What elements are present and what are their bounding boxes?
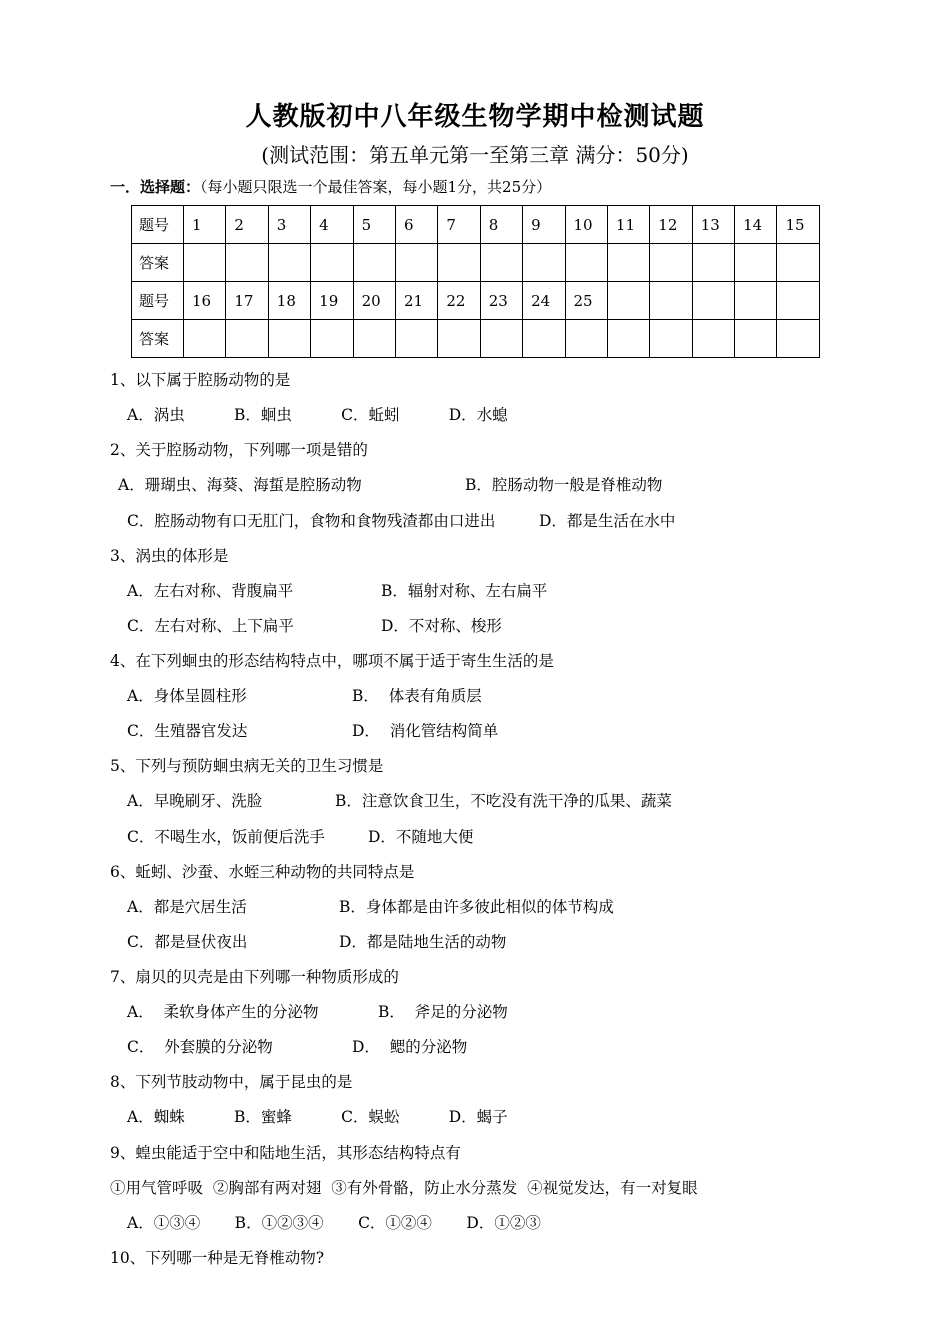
answer-cell[interactable] <box>565 320 607 358</box>
question-6: 6、蚯蚓、沙蚕、水蛭三种动物的共同特点是 <box>110 863 415 881</box>
question-9-options: A．①③④ B．①②③④ C．①②④ D．①②③ <box>127 1214 541 1232</box>
question-6-option-c: C．都是昼伏夜出 <box>127 933 248 951</box>
answer-cell[interactable] <box>438 244 480 282</box>
answer-cell[interactable] <box>480 244 522 282</box>
answer-cell[interactable] <box>395 320 437 358</box>
question-5-option-a: A．早晚刷牙、洗脸 <box>127 792 263 810</box>
answer-cell[interactable] <box>438 320 480 358</box>
number-cell: 21 <box>395 282 437 320</box>
question-2: 2、关于腔肠动物，下列哪一项是错的 <box>110 441 368 459</box>
number-cell: 12 <box>650 206 692 244</box>
question-5-option-b: B．注意饮食卫生，不吃没有洗干净的瓜果、蔬菜 <box>335 792 672 810</box>
page-subtitle: (测试范围：第五单元第一至第三章 满分：50分) <box>261 143 689 167</box>
page-title: 人教版初中八年级生物学期中检测试题 <box>245 102 705 132</box>
answer-cell[interactable] <box>523 320 565 358</box>
answer-cell[interactable] <box>184 244 226 282</box>
answer-cell[interactable] <box>353 320 395 358</box>
number-cell: 17 <box>226 282 268 320</box>
number-cell: 9 <box>523 206 565 244</box>
table-row <box>132 320 820 358</box>
answer-cell[interactable] <box>735 320 777 358</box>
number-cell: 14 <box>735 206 777 244</box>
question-3-option-c: C．左右对称、上下扁平 <box>127 617 294 635</box>
answer-cell[interactable] <box>692 320 734 358</box>
number-cell: 4 <box>311 206 353 244</box>
question-1-options: A．涡虫 B．蛔虫 C．蚯蚓 D．水螅 <box>127 406 508 424</box>
question-4: 4、在下列蛔虫的形态结构特点中，哪项不属于适于寄生生活的是 <box>110 652 554 670</box>
number-cell: 13 <box>692 206 734 244</box>
answer-cell[interactable] <box>777 320 820 358</box>
question-8-options: A．蜘蛛 B．蜜蜂 C．蜈蚣 D．蝎子 <box>127 1108 508 1126</box>
answer-cell[interactable] <box>692 244 734 282</box>
question-3-option-b: B．辐射对称、左右扁平 <box>381 582 548 600</box>
answer-cell[interactable] <box>777 244 820 282</box>
number-cell <box>607 282 649 320</box>
answer-cell[interactable] <box>311 320 353 358</box>
number-cell <box>735 282 777 320</box>
question-9-statements: ①用气管呼吸 ②胸部有两对翅 ③有外骨骼，防止水分蒸发 ④视觉发达，有一对复眼 <box>110 1179 698 1197</box>
number-cell: 2 <box>226 206 268 244</box>
question-4-option-b: B． 体表有角质层 <box>352 687 482 705</box>
number-cell: 3 <box>268 206 310 244</box>
question-7-option-a: A． 柔软身体产生的分泌物 <box>127 1003 319 1021</box>
row-label: 题号 <box>132 206 184 244</box>
row-label: 答案 <box>132 320 184 358</box>
question-5: 5、下列与预防蛔虫病无关的卫生习惯是 <box>110 757 384 775</box>
number-cell: 24 <box>523 282 565 320</box>
row-label: 答案 <box>132 244 184 282</box>
table-row <box>132 206 820 244</box>
number-cell: 1 <box>184 206 226 244</box>
question-2-option-c: C．腔肠动物有口无肛门，食物和食物残渣都由口进出 <box>127 512 496 530</box>
number-cell: 23 <box>480 282 522 320</box>
answer-cell[interactable] <box>650 244 692 282</box>
answer-cell[interactable] <box>565 244 607 282</box>
question-3-option-a: A．左右对称、背腹扁平 <box>127 582 294 600</box>
answer-cell[interactable] <box>226 320 268 358</box>
number-cell: 16 <box>184 282 226 320</box>
question-6-option-a: A．都是穴居生活 <box>127 898 247 916</box>
number-cell: 8 <box>480 206 522 244</box>
question-5-option-c: C．不喝生水，饭前便后洗手 <box>127 828 325 846</box>
question-7: 7、扇贝的贝壳是由下列哪一种物质形成的 <box>110 968 399 986</box>
answer-cell[interactable] <box>226 244 268 282</box>
answer-cell[interactable] <box>353 244 395 282</box>
row-label: 题号 <box>132 282 184 320</box>
question-7-option-c: C． 外套膜的分泌物 <box>127 1038 273 1056</box>
answer-table <box>131 205 820 358</box>
number-cell: 15 <box>777 206 820 244</box>
question-4-option-a: A．身体呈圆柱形 <box>127 687 247 705</box>
question-9: 9、蝗虫能适于空中和陆地生活，其形态结构特点有 <box>110 1144 461 1162</box>
question-3-option-d: D．不对称、梭形 <box>381 617 502 635</box>
question-7-option-d: D． 鳃的分泌物 <box>352 1038 468 1056</box>
question-8: 8、下列节肢动物中，属于昆虫的是 <box>110 1073 353 1091</box>
number-cell: 25 <box>565 282 607 320</box>
question-3: 3、涡虫的体形是 <box>110 547 229 565</box>
answer-cell[interactable] <box>480 320 522 358</box>
answer-cell[interactable] <box>607 320 649 358</box>
question-4-option-c: C．生殖器官发达 <box>127 722 248 740</box>
number-cell: 22 <box>438 282 480 320</box>
number-cell: 11 <box>607 206 649 244</box>
question-5-option-d: D．不随地大便 <box>368 828 474 846</box>
answer-cell[interactable] <box>395 244 437 282</box>
question-10: 10、下列哪一种是无脊椎动物? <box>110 1249 325 1267</box>
question-6-option-b: B．身体都是由许多彼此相似的体节构成 <box>339 898 614 916</box>
number-cell <box>692 282 734 320</box>
answer-cell[interactable] <box>523 244 565 282</box>
question-4-option-d: D． 消化管结构简单 <box>352 722 499 740</box>
number-cell <box>777 282 820 320</box>
number-cell: 20 <box>353 282 395 320</box>
table-row <box>132 244 820 282</box>
number-cell: 6 <box>395 206 437 244</box>
section-label: 一．选择题： <box>110 178 201 196</box>
question-1: 1、以下属于腔肠动物的是 <box>110 371 291 389</box>
answer-cell[interactable] <box>607 244 649 282</box>
number-cell: 18 <box>268 282 310 320</box>
number-cell <box>650 282 692 320</box>
answer-cell[interactable] <box>268 244 310 282</box>
section-note: （每小题只限选一个最佳答案，每小题1分，共25分） <box>200 178 552 196</box>
question-2-option-d: D．都是生活在水中 <box>539 512 676 530</box>
answer-cell[interactable] <box>735 244 777 282</box>
answer-cell[interactable] <box>311 244 353 282</box>
question-6-option-d: D．都是陆地生活的动物 <box>339 933 507 951</box>
table-row <box>132 282 820 320</box>
question-7-option-b: B． 斧足的分泌物 <box>378 1003 508 1021</box>
number-cell: 5 <box>353 206 395 244</box>
question-2-option-a: A．珊瑚虫、海葵、海蜇是腔肠动物 <box>118 476 362 494</box>
number-cell: 10 <box>565 206 607 244</box>
answer-cell[interactable] <box>650 320 692 358</box>
number-cell: 7 <box>438 206 480 244</box>
answer-cell[interactable] <box>184 320 226 358</box>
section-heading <box>110 176 551 197</box>
number-cell: 19 <box>311 282 353 320</box>
question-2-option-b: B．腔肠动物一般是脊椎动物 <box>465 476 663 494</box>
answer-cell[interactable] <box>268 320 310 358</box>
